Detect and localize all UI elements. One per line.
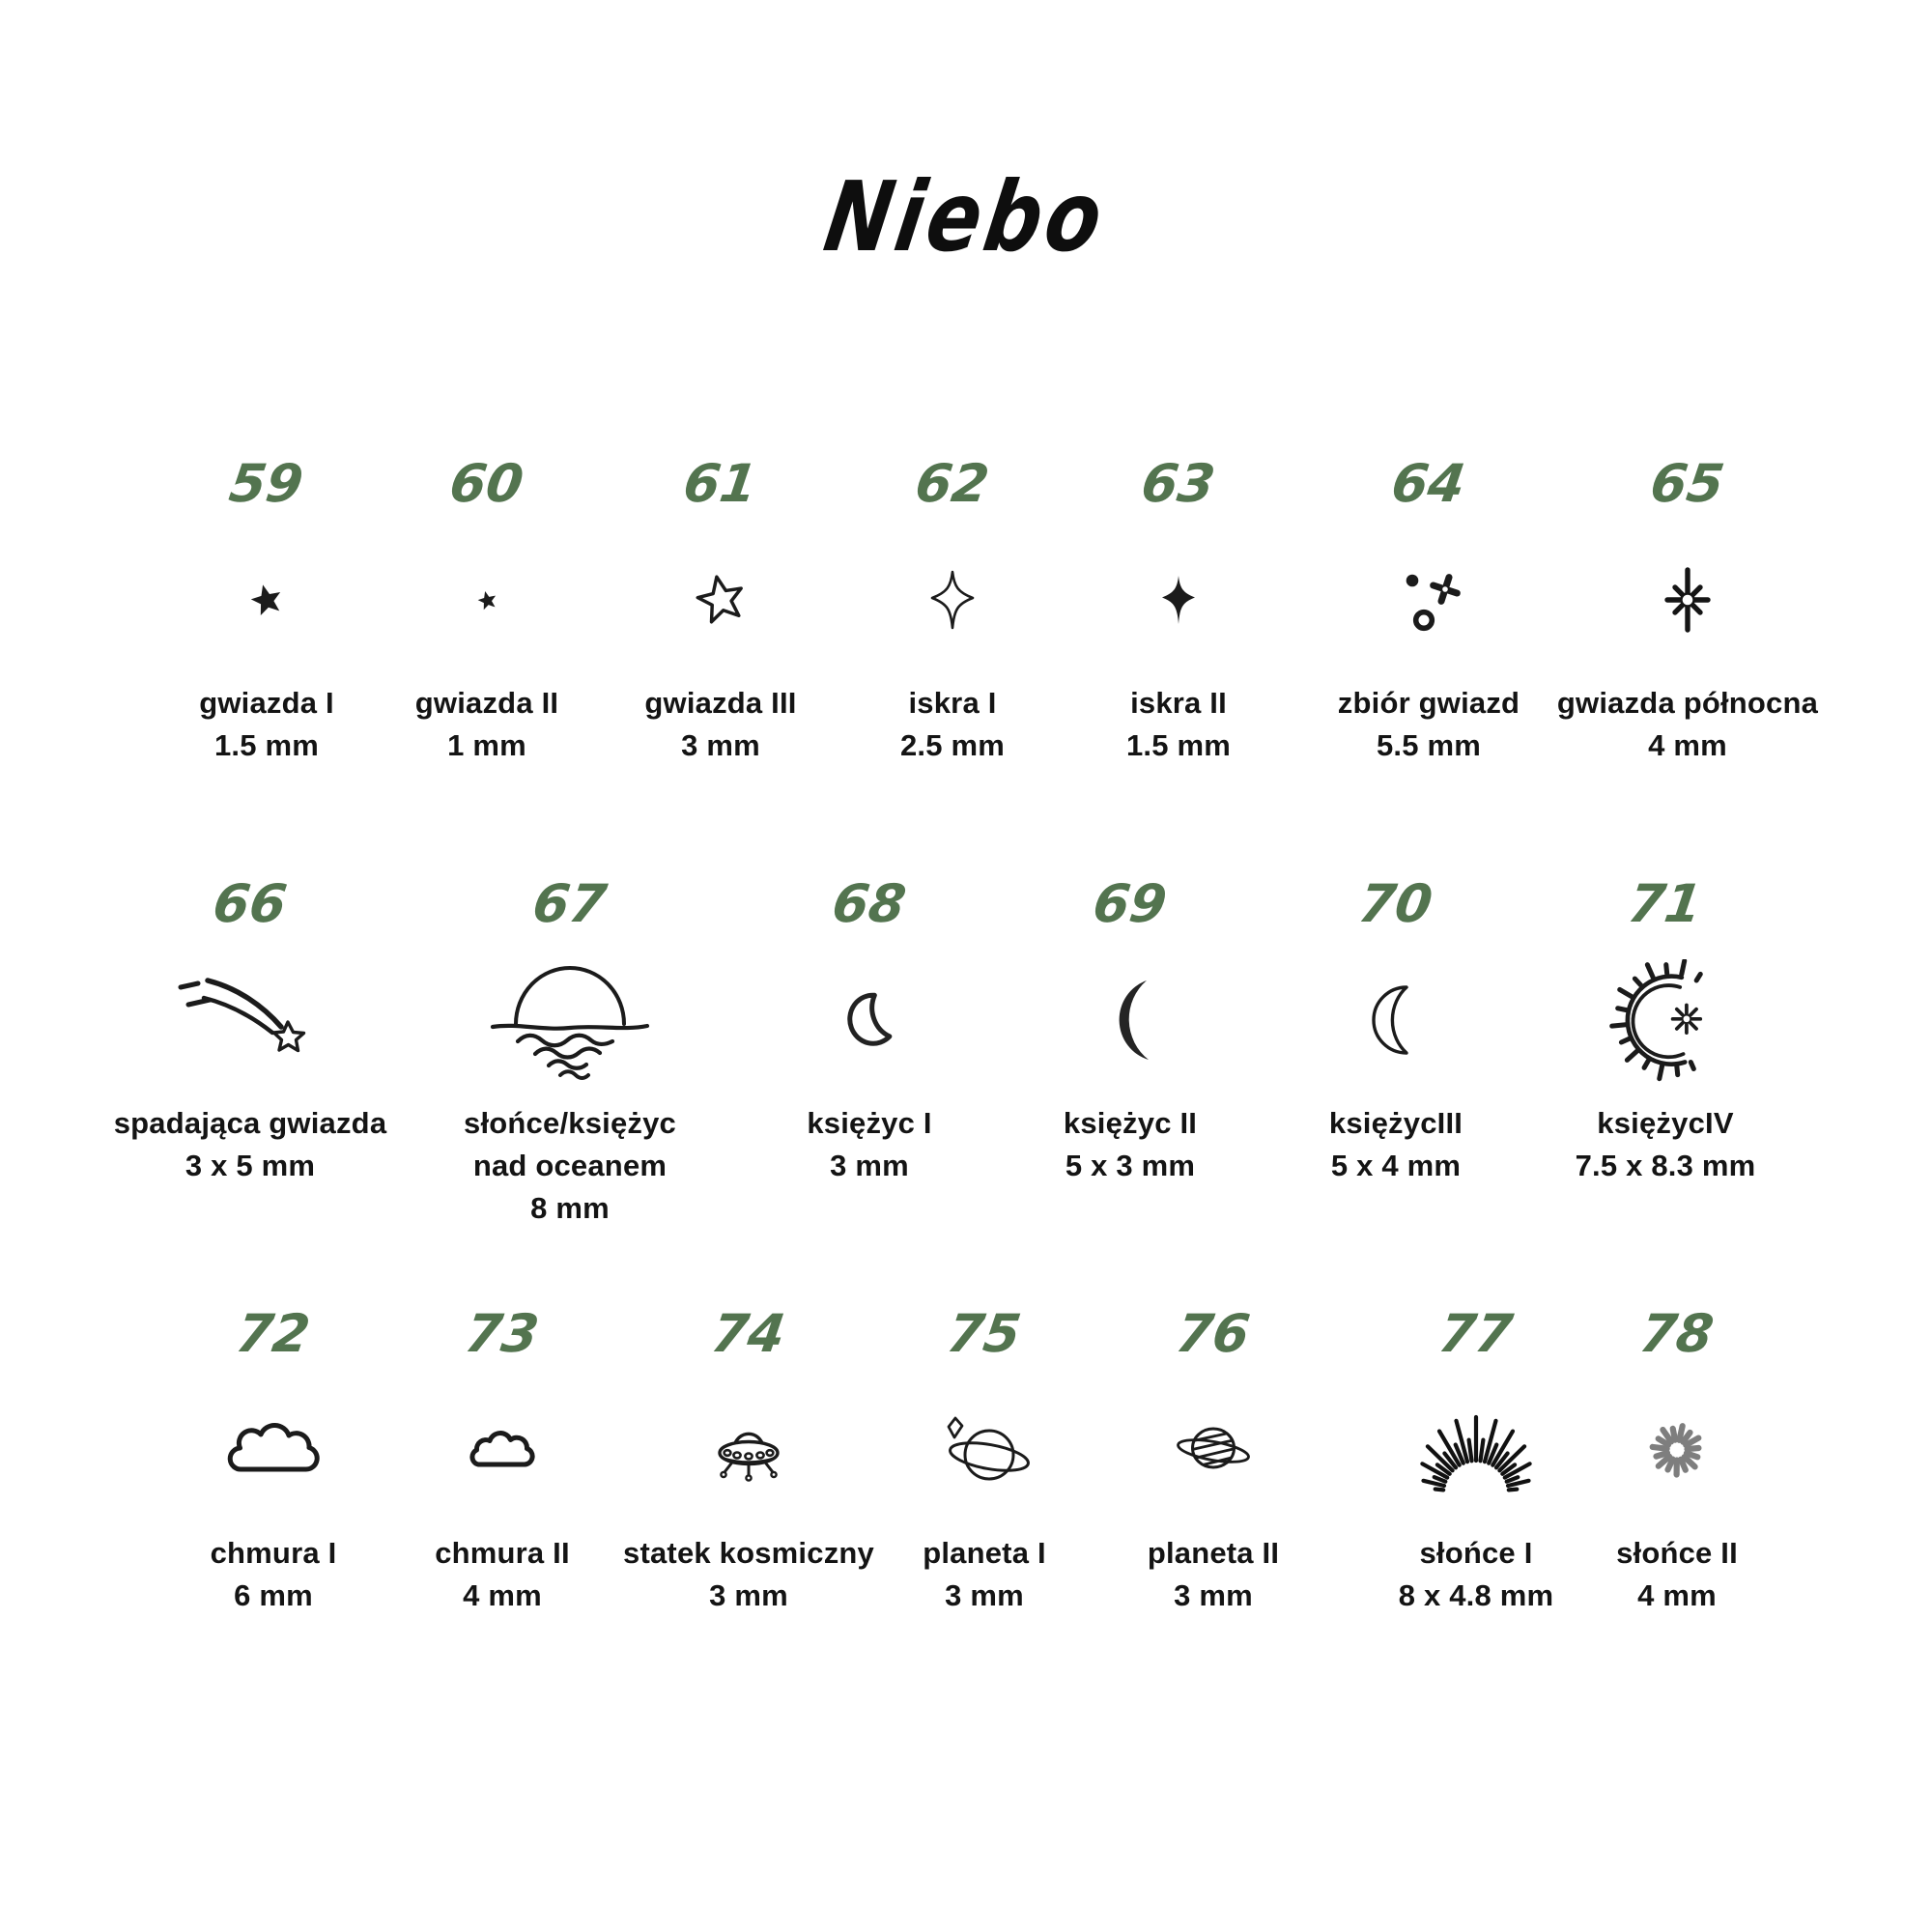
item-size: 3 mm [1174,1578,1253,1612]
item-number: 76 [1173,1303,1255,1364]
item-size: 4 mm [463,1578,542,1612]
item-name: słońce I [1419,1536,1533,1570]
item-name: planeta II [1147,1536,1280,1570]
item-name: gwiazda III [644,686,797,720]
item-size: 6 mm [234,1578,313,1612]
item-name: spadająca gwiazda [113,1106,387,1140]
item-number: 78 [1636,1303,1719,1364]
item-number: 72 [233,1303,315,1364]
item-number: 59 [226,453,308,514]
item-number: 63 [1138,453,1220,514]
item-name: księżyc II [1063,1106,1198,1140]
item-number: 67 [529,873,611,934]
item-name: iskra I [908,686,997,720]
item-size: 5 x 4 mm [1330,1149,1462,1182]
item-size: 3 mm [945,1578,1024,1612]
item-size: 3 mm [681,728,760,762]
item-name: słońce II [1616,1536,1738,1570]
item-number: 69 [1090,873,1172,934]
item-size: 4 mm [1637,1578,1717,1612]
item-number: 61 [680,453,762,514]
item-number: 70 [1355,873,1437,934]
item-size: 8 x 4.8 mm [1398,1578,1554,1612]
shooting-star-icon [67,938,434,1102]
item-number: 62 [912,453,994,514]
item-size: 1.5 mm [213,728,320,762]
item-name: księżycIV [1597,1106,1734,1140]
item-size: 1 mm [447,728,526,762]
item-name: gwiazda I [199,686,334,720]
item-name: słońce/księżyc nad oceanem [464,1106,676,1182]
item-size: 1.5 mm [1125,728,1232,762]
item-name: statek kosmiczny [623,1536,874,1570]
catalog-item-66 [67,874,434,1187]
item-number: 66 [210,873,292,934]
item-name: gwiazda północna [1556,686,1819,720]
item-number: 64 [1388,453,1470,514]
moon-decorated-icon [1482,938,1849,1102]
catalog-item-71 [1482,874,1849,1187]
sun-burst-icon [1493,1368,1861,1532]
item-number: 73 [462,1303,544,1364]
item-name: gwiazda II [414,686,559,720]
item-size: 2.5 mm [899,728,1006,762]
item-number: 71 [1625,873,1707,934]
page-title: Niebo [817,160,1115,273]
item-name: planeta I [923,1536,1046,1570]
item-number: 77 [1435,1303,1518,1364]
item-name: chmura I [210,1536,337,1570]
item-size: 4 mm [1648,728,1727,762]
north-star-icon [1504,518,1871,682]
item-number: 68 [829,873,911,934]
item-size: 3 mm [709,1578,788,1612]
item-size: 8 mm [530,1191,610,1225]
item-size: 5 x 3 mm [1065,1149,1196,1182]
item-name: iskra II [1130,686,1227,720]
item-name: księżycIII [1328,1106,1463,1140]
item-size: 3 x 5 mm [185,1149,316,1182]
item-number: 65 [1647,453,1729,514]
item-name: zbiór gwiazd [1337,686,1520,720]
catalog-item-65 [1504,454,1871,767]
item-size: 3 mm [830,1149,909,1182]
item-name: księżyc I [807,1106,932,1140]
item-name: chmura II [435,1536,570,1570]
item-number: 75 [944,1303,1026,1364]
item-number: 74 [708,1303,790,1364]
item-number: 60 [446,453,528,514]
item-size: 5.5 mm [1376,728,1482,762]
catalog-item-78 [1493,1304,1861,1617]
item-size: 7.5 x 8.3 mm [1575,1149,1756,1182]
